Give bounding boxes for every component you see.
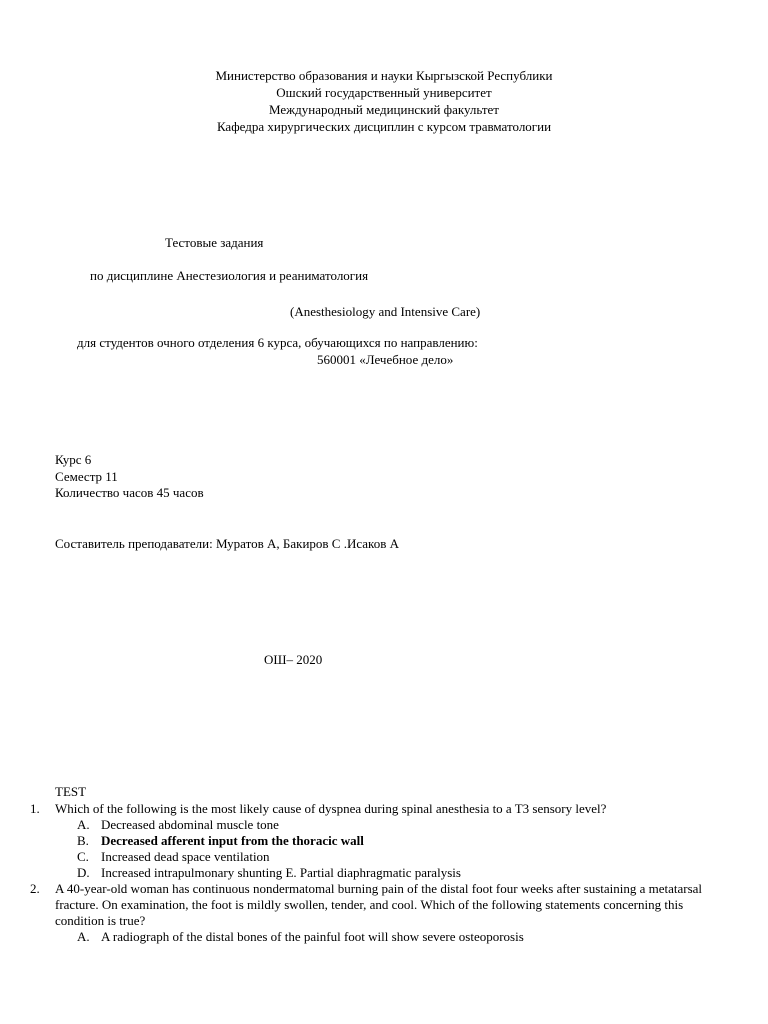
option-letter: D. (77, 865, 90, 880)
students-line: для студентов очного отделения 6 курса, обучающихся по направлению: (77, 335, 478, 350)
test-heading: TEST (55, 784, 87, 799)
option-text: Increased intrapulmonary shunting E. Partial diaphragmatic paralysis (101, 865, 461, 880)
program-line: 560001 «Лечебное дело» (317, 352, 454, 367)
option-text: Decreased abdominal muscle tone (101, 817, 279, 832)
option-text: A radiograph of the distal bones of the painful foot will show severe osteoporosis (101, 929, 524, 944)
question-text: A 40-year-old woman has continuous nondermatomal burning pain of the distal foot four weeks after sustaining a metatarsal fracture. On examination, the foot is mildly swollen, tender, and cool. Which of the following statements concerning this condition is true? (55, 881, 703, 928)
option-text: Increased dead space ventilation (101, 849, 270, 864)
semester-line: Семестр 11 (55, 469, 118, 484)
university-line: Ошский государственный университет (276, 85, 492, 100)
ministry-line: Министерство образования и науки Кыргызской Республики (215, 68, 553, 83)
question-number: 1. (30, 801, 40, 816)
city-year: ОШ– 2020 (264, 652, 323, 667)
option-letter: C. (77, 849, 89, 864)
faculty-line: Международный медицинский факультет (269, 102, 499, 117)
discipline-line: по дисциплине Анестезиология и реаниматология (90, 268, 369, 283)
department-line: Кафедра хирургических дисциплин с курсом травматологии (216, 119, 552, 134)
option-text-correct: Decreased afferent input from the thoracic wall (101, 833, 364, 848)
question-number: 2. (30, 881, 40, 896)
option-letter: A. (77, 929, 90, 944)
course-line: Курс 6 (55, 452, 92, 467)
english-discipline: (Anesthesiology and Intensive Care) (290, 304, 481, 319)
option-letter: B. (77, 833, 89, 848)
hours-line: Количество часов 45 часов (55, 485, 204, 500)
tests-title: Тестовые задания (165, 235, 264, 250)
authors-line: Составитель преподаватели: Муратов А, Бакиров С .Исаков А (55, 536, 399, 551)
question-text: Which of the following is the most likely cause of dyspnea during spinal anesthesia to a T3 sensory level? (55, 801, 607, 816)
option-letter: A. (77, 817, 90, 832)
